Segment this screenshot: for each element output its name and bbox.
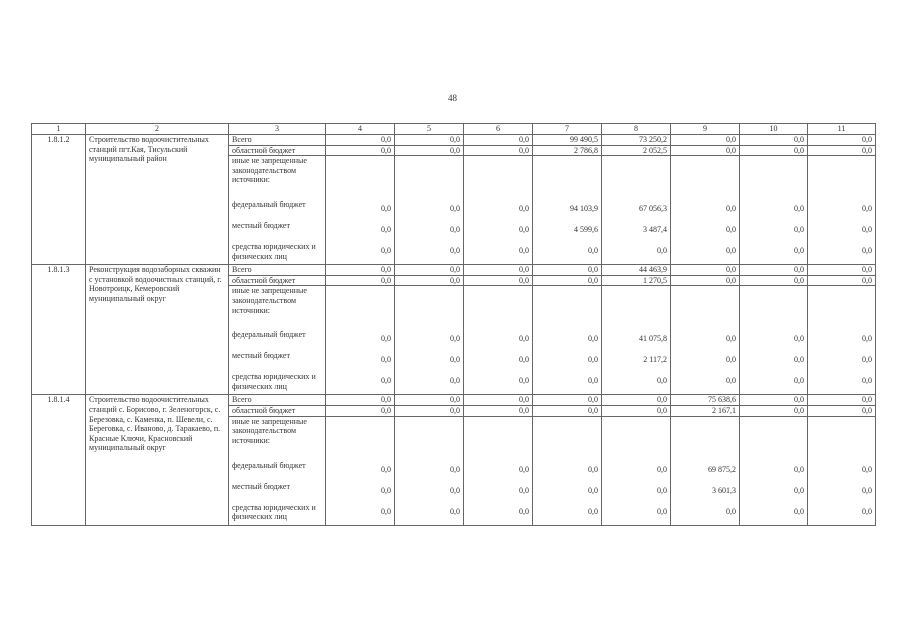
- column-header: 3: [229, 124, 326, 135]
- value-cell: 0,0: [588, 355, 598, 365]
- value-cell: 0,0: [450, 204, 460, 214]
- funding-source: федеральный бюджет: [232, 460, 306, 470]
- value-cell: 0,0: [395, 395, 464, 406]
- value-cell: 0,0: [519, 464, 529, 474]
- value-cell: 0,0: [808, 395, 876, 406]
- column-header: 10: [740, 124, 808, 135]
- value-cell: 2 167,1: [671, 405, 740, 416]
- value-cell: 0,0: [450, 334, 460, 344]
- value-cell: 0,0: [808, 275, 876, 286]
- value-cell: 0,0: [326, 395, 395, 406]
- value-block: [602, 286, 671, 395]
- value-cell: 0,0: [794, 204, 804, 214]
- value-cell: 0,0: [740, 135, 808, 146]
- value-block: [464, 416, 533, 525]
- other-sources-header: иные не запрещенные законодательством источники:: [232, 286, 307, 315]
- value-block: [395, 416, 464, 525]
- value-block: [326, 416, 395, 525]
- funding-source-block: [229, 156, 326, 265]
- value-cell: 0,0: [794, 376, 804, 386]
- value-cell: 0,0: [862, 464, 872, 474]
- value-block: [326, 286, 395, 395]
- value-cell: 0,0: [740, 265, 808, 276]
- value-cell: 0,0: [657, 506, 667, 516]
- value-block: [740, 286, 808, 395]
- value-cell: 0,0: [794, 246, 804, 256]
- value-cell: 0,0: [450, 225, 460, 235]
- value-cell: 0,0: [588, 376, 598, 386]
- funding-source: Всего: [229, 135, 326, 146]
- value-cell: 0,0: [519, 355, 529, 365]
- value-cell: 0,0: [740, 405, 808, 416]
- value-cell: 0,0: [726, 225, 736, 235]
- value-cell: 2 786,8: [533, 145, 602, 156]
- value-cell: 0,0: [326, 265, 395, 276]
- value-cell: 0,0: [794, 464, 804, 474]
- value-cell: 0,0: [326, 135, 395, 146]
- value-cell: 0,0: [808, 405, 876, 416]
- value-block: [602, 416, 671, 525]
- value-cell: 0,0: [519, 225, 529, 235]
- value-cell: 75 638,6: [671, 395, 740, 406]
- value-cell: 0,0: [381, 506, 391, 516]
- value-cell: 0,0: [794, 485, 804, 495]
- table-row: [32, 265, 876, 276]
- column-header: 4: [326, 124, 395, 135]
- value-cell: 0,0: [794, 506, 804, 516]
- value-cell: 0,0: [671, 275, 740, 286]
- value-cell: 0,0: [862, 225, 872, 235]
- value-cell: 0,0: [519, 376, 529, 386]
- value-cell: 0,0: [450, 506, 460, 516]
- funding-source: средства юридических и физических лиц: [232, 242, 316, 261]
- value-cell: 0,0: [862, 334, 872, 344]
- value-cell: 2 052,5: [602, 145, 671, 156]
- value-cell: 67 056,3: [639, 204, 667, 214]
- value-cell: 69 875,2: [708, 464, 736, 474]
- value-cell: 0,0: [464, 145, 533, 156]
- funding-source-block: [229, 286, 326, 395]
- value-cell: 0,0: [450, 246, 460, 256]
- value-cell: 0,0: [533, 405, 602, 416]
- column-header: 6: [464, 124, 533, 135]
- value-cell: 0,0: [862, 506, 872, 516]
- column-header: 5: [395, 124, 464, 135]
- value-cell: 0,0: [326, 275, 395, 286]
- value-cell: 2 117,2: [643, 355, 667, 365]
- value-cell: 3 601,3: [712, 485, 736, 495]
- value-cell: 0,0: [450, 376, 460, 386]
- value-cell: 99 490,5: [533, 135, 602, 146]
- value-cell: 0,0: [381, 464, 391, 474]
- value-block: [808, 416, 876, 525]
- value-cell: 3 487,4: [643, 225, 667, 235]
- value-cell: 0,0: [326, 405, 395, 416]
- value-cell: 0,0: [381, 334, 391, 344]
- value-cell: 0,0: [862, 485, 872, 495]
- value-block: [464, 156, 533, 265]
- value-cell: 44 463,9: [602, 265, 671, 276]
- value-block: [533, 286, 602, 395]
- value-cell: 73 250,2: [602, 135, 671, 146]
- value-block: [533, 416, 602, 525]
- funding-source: местный бюджет: [232, 221, 290, 231]
- value-cell: 0,0: [381, 246, 391, 256]
- funding-source: Всего: [229, 265, 326, 276]
- value-block: [671, 416, 740, 525]
- value-cell: 0,0: [533, 265, 602, 276]
- funding-source: федеральный бюджет: [232, 200, 306, 210]
- other-sources-header: иные не запрещенные законодательством источники:: [232, 416, 307, 445]
- value-cell: 0,0: [464, 395, 533, 406]
- funding-source-block: [229, 416, 326, 525]
- value-block: [671, 156, 740, 265]
- item-name: Реконструкция водозаборных скважин с установкой водоочистных станций, г. Новотроицк, Кемеровский муниципальный округ: [86, 265, 229, 395]
- value-cell: 0,0: [862, 376, 872, 386]
- value-cell: 0,0: [519, 485, 529, 495]
- value-cell: 0,0: [740, 145, 808, 156]
- item-code: 1.8.1.4: [32, 395, 86, 525]
- value-cell: 0,0: [395, 405, 464, 416]
- table-row: [32, 135, 876, 146]
- value-cell: 0,0: [533, 275, 602, 286]
- value-cell: 0,0: [519, 506, 529, 516]
- value-block: [533, 156, 602, 265]
- value-cell: 0,0: [326, 145, 395, 156]
- column-header: 7: [533, 124, 602, 135]
- value-cell: 0,0: [464, 405, 533, 416]
- value-cell: 0,0: [794, 334, 804, 344]
- funding-source: Всего: [229, 395, 326, 406]
- funding-source: средства юридических и физических лиц: [232, 502, 316, 522]
- value-cell: 0,0: [657, 485, 667, 495]
- value-cell: 0,0: [464, 265, 533, 276]
- value-cell: 0,0: [381, 225, 391, 235]
- value-cell: 0,0: [533, 395, 602, 406]
- value-cell: 0,0: [464, 275, 533, 286]
- value-cell: 0,0: [671, 265, 740, 276]
- value-cell: 0,0: [602, 395, 671, 406]
- value-cell: 0,0: [450, 355, 460, 365]
- funding-source: местный бюджет: [232, 481, 290, 491]
- value-cell: 0,0: [726, 506, 736, 516]
- value-cell: 4 599,6: [574, 225, 598, 235]
- value-block: [395, 286, 464, 395]
- value-cell: 0,0: [519, 204, 529, 214]
- value-cell: 0,0: [519, 334, 529, 344]
- value-cell: 0,0: [657, 464, 667, 474]
- value-cell: 0,0: [671, 135, 740, 146]
- table-row: [32, 395, 876, 406]
- column-header: 1: [32, 124, 86, 135]
- value-block: [395, 156, 464, 265]
- value-cell: 0,0: [740, 395, 808, 406]
- value-block: [808, 156, 876, 265]
- funding-source: федеральный бюджет: [232, 330, 306, 340]
- value-cell: 0,0: [450, 464, 460, 474]
- value-cell: 0,0: [808, 145, 876, 156]
- column-header: 2: [86, 124, 229, 135]
- value-cell: 0,0: [808, 265, 876, 276]
- value-cell: 0,0: [726, 204, 736, 214]
- funding-source: областной бюджет: [229, 145, 326, 156]
- value-cell: 0,0: [657, 376, 667, 386]
- value-block: [602, 156, 671, 265]
- funding-source: областной бюджет: [229, 275, 326, 286]
- value-cell: 0,0: [726, 246, 736, 256]
- value-cell: 0,0: [519, 246, 529, 256]
- value-block: [808, 286, 876, 395]
- value-cell: 0,0: [381, 376, 391, 386]
- value-block: [740, 156, 808, 265]
- value-cell: 0,0: [395, 145, 464, 156]
- value-block: [464, 286, 533, 395]
- value-cell: 0,0: [450, 485, 460, 495]
- value-cell: 0,0: [862, 355, 872, 365]
- column-number-row: [32, 124, 876, 135]
- funding-source: средства юридических и физических лиц: [232, 372, 316, 391]
- value-cell: 0,0: [464, 135, 533, 146]
- value-cell: 0,0: [740, 275, 808, 286]
- item-code: 1.8.1.2: [32, 135, 86, 265]
- value-cell: 0,0: [381, 204, 391, 214]
- page-number: 48: [448, 93, 457, 103]
- item-code: 1.8.1.3: [32, 265, 86, 395]
- value-cell: 0,0: [808, 135, 876, 146]
- value-cell: 0,0: [862, 204, 872, 214]
- value-block: [671, 286, 740, 395]
- column-header: 11: [808, 124, 876, 135]
- other-sources-header: иные не запрещенные законодательством источники:: [232, 156, 307, 185]
- value-cell: 0,0: [381, 355, 391, 365]
- value-cell: 0,0: [726, 334, 736, 344]
- value-cell: 94 103,9: [570, 204, 598, 214]
- value-block: [326, 156, 395, 265]
- value-cell: 0,0: [588, 246, 598, 256]
- value-block: [740, 416, 808, 525]
- value-cell: 0,0: [395, 135, 464, 146]
- item-name: Строительство водоочистительных станций пгт.Кая, Тисульский муниципальный район: [86, 135, 229, 265]
- item-name: Строительство водоочистительных станций с. Борисово, г. Зеленогорск, с. Березовка, с. Каменка, п. Шевели, с. Береговка, с. Иваново, д. Таракаево, п. Красные Ключи, Красновский муниципальный округ: [86, 395, 229, 525]
- value-cell: 41 075,8: [639, 334, 667, 344]
- funding-source: областной бюджет: [229, 405, 326, 416]
- value-cell: 0,0: [395, 265, 464, 276]
- value-cell: 0,0: [862, 246, 872, 256]
- value-cell: 0,0: [602, 405, 671, 416]
- funding-source: местный бюджет: [232, 351, 290, 361]
- value-cell: 0,0: [395, 275, 464, 286]
- column-header: 9: [671, 124, 740, 135]
- value-cell: 0,0: [671, 145, 740, 156]
- column-header: 8: [602, 124, 671, 135]
- value-cell: 0,0: [381, 485, 391, 495]
- value-cell: 0,0: [726, 376, 736, 386]
- value-cell: 0,0: [657, 246, 667, 256]
- value-cell: 0,0: [588, 506, 598, 516]
- value-cell: 0,0: [588, 464, 598, 474]
- value-cell: 1 270,5: [602, 275, 671, 286]
- value-cell: 0,0: [588, 334, 598, 344]
- value-cell: 0,0: [726, 355, 736, 365]
- value-cell: 0,0: [794, 355, 804, 365]
- value-cell: 0,0: [588, 485, 598, 495]
- value-cell: 0,0: [794, 225, 804, 235]
- budget-table: [31, 123, 876, 526]
